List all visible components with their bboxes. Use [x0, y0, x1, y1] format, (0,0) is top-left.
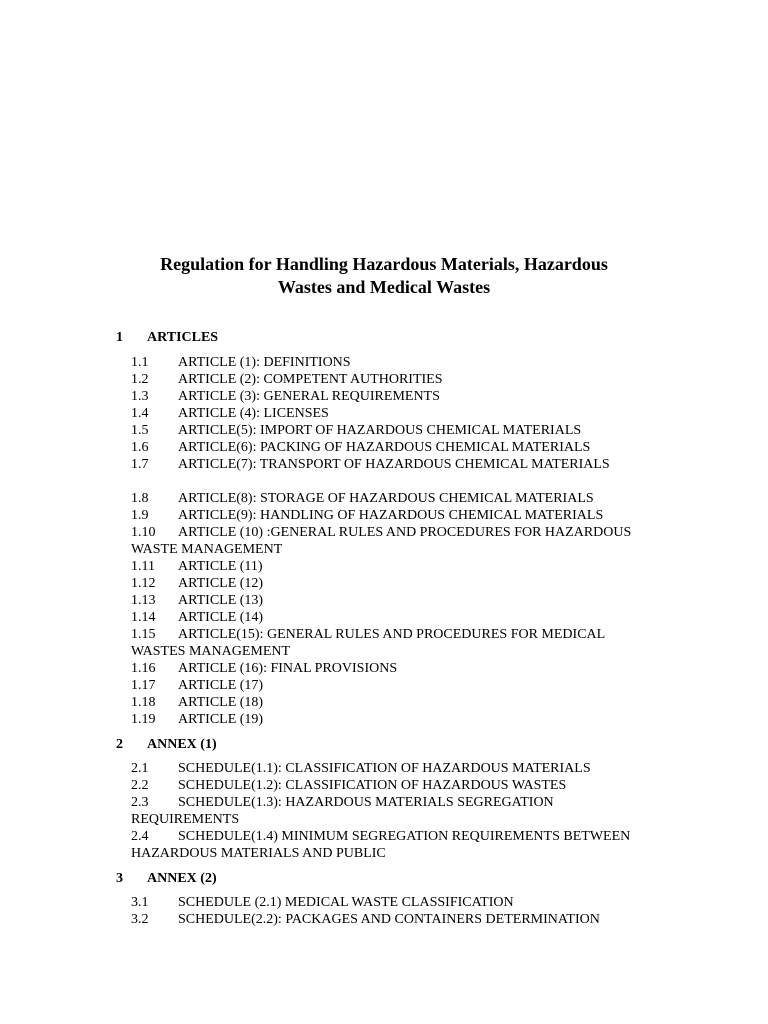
toc-entry[interactable]	[131, 794, 661, 828]
toc-entry-number: 1.18	[131, 695, 156, 710]
toc-entry-text: ARTICLE (19)	[178, 712, 264, 727]
toc-entry-text: ARTICLE(5): IMPORT OF HAZARDOUS CHEMICAL MATERIALS	[178, 423, 582, 438]
toc-entry-number: 1.5	[131, 423, 149, 438]
toc-entry-number: 1.15	[131, 627, 156, 642]
toc-entry[interactable]	[131, 609, 661, 626]
toc-entry[interactable]	[131, 388, 661, 405]
toc-entry[interactable]	[131, 524, 661, 558]
toc-entry-text: SCHEDULE(2.2): PACKAGES AND CONTAINERS DETERMINATION	[178, 912, 600, 927]
toc-entry-number: 1.8	[131, 491, 149, 506]
toc-entry[interactable]	[131, 558, 661, 575]
toc-entry-number: 1.6	[131, 440, 149, 455]
toc-entry[interactable]	[131, 575, 661, 592]
toc-entry-number: 1.7	[131, 457, 149, 472]
toc-entry[interactable]	[131, 777, 661, 794]
toc-entry-text: ARTICLE(7): TRANSPORT OF HAZARDOUS CHEMICAL MATERIALS	[178, 457, 610, 472]
section-label: ANNEX (2)	[147, 871, 217, 886]
toc-entry-text: SCHEDULE(1.4) MINIMUM SEGREGATION REQUIREMENTS BETWEEN HAZARDOUS MATERIALS AND PUBLIC	[131, 829, 631, 861]
toc-entry-text: ARTICLE (18)	[178, 695, 264, 710]
toc-entry[interactable]	[131, 456, 661, 473]
toc-entry[interactable]	[131, 371, 661, 388]
toc-entry[interactable]	[131, 439, 661, 456]
section-number: 1	[116, 330, 123, 345]
toc-entry[interactable]	[131, 405, 661, 422]
toc-entry-number: 2.3	[131, 795, 149, 810]
toc-entry-text: SCHEDULE(1.2): CLASSIFICATION OF HAZARDOUS WASTES	[178, 778, 567, 793]
toc-entry-text: ARTICLE (4): LICENSES	[178, 406, 329, 421]
toc-entry-number: 1.17	[131, 678, 156, 693]
toc-entry-text: ARTICLE (12)	[178, 576, 264, 591]
toc-entry-number: 1.1	[131, 355, 149, 370]
toc-entry[interactable]	[131, 660, 661, 677]
toc-entry[interactable]	[131, 911, 661, 928]
section-label: ARTICLES	[147, 330, 219, 345]
toc-section-heading	[116, 736, 217, 753]
toc-entry-number: 1.12	[131, 576, 156, 591]
toc-entry-text: ARTICLE (3): GENERAL REQUIREMENTS	[178, 389, 440, 404]
toc-entry-text: ARTICLE (16): FINAL PROVISIONS	[178, 661, 398, 676]
toc-entry-number: 1.4	[131, 406, 149, 421]
section-number: 2	[116, 737, 123, 752]
toc-entry[interactable]	[131, 828, 661, 862]
toc-entry[interactable]	[131, 760, 661, 777]
toc-entry-text: SCHEDULE(1.1): CLASSIFICATION OF HAZARDOUS MATERIALS	[178, 761, 591, 776]
toc-entry-number: 3.1	[131, 895, 149, 910]
toc-entry-number: 3.2	[131, 912, 149, 927]
toc-entry-number: 1.13	[131, 593, 156, 608]
toc-entry[interactable]	[131, 592, 661, 609]
toc-entry-number: 1.2	[131, 372, 149, 387]
toc-entry-text: ARTICLE (2): COMPETENT AUTHORITIES	[178, 372, 443, 387]
toc-entry-text: SCHEDULE(1.3): HAZARDOUS MATERIALS SEGREGATION REQUIREMENTS	[131, 795, 554, 827]
toc-entry-text: ARTICLE(15): GENERAL RULES AND PROCEDURES FOR MEDICAL WASTES MANAGEMENT	[131, 627, 605, 659]
toc-entry-number: 2.2	[131, 778, 149, 793]
title-line-1: Regulation for Handling Hazardous Materials, Hazardous	[160, 254, 608, 274]
toc-entry[interactable]	[131, 490, 661, 507]
toc-entry-text: ARTICLE(9): HANDLING OF HAZARDOUS CHEMICAL MATERIALS	[178, 508, 604, 523]
toc-section-heading	[116, 329, 218, 346]
document-title	[0, 253, 768, 299]
section-label: ANNEX (1)	[147, 737, 217, 752]
toc-entry-text: ARTICLE (17)	[178, 678, 264, 693]
toc-entry[interactable]	[131, 354, 661, 371]
title-line-2: Wastes and Medical Wastes	[277, 277, 491, 297]
toc-entry-text: ARTICLE(6): PACKING OF HAZARDOUS CHEMICAL MATERIALS	[178, 440, 591, 455]
toc-entry[interactable]	[131, 894, 661, 911]
toc-entry-text: ARTICLE (14)	[178, 610, 264, 625]
toc-entry-number: 1.14	[131, 610, 156, 625]
toc-entry-number: 2.1	[131, 761, 149, 776]
toc-entry[interactable]	[131, 677, 661, 694]
toc-entry[interactable]	[131, 711, 661, 728]
toc-entry-text: ARTICLE (11)	[178, 559, 263, 574]
toc-entry-number: 1.9	[131, 508, 149, 523]
toc-entry-text: SCHEDULE (2.1) MEDICAL WASTE CLASSIFICATION	[178, 895, 514, 910]
toc-entry[interactable]	[131, 694, 661, 711]
toc-entry[interactable]	[131, 507, 661, 524]
toc-entry-text: ARTICLE(8): STORAGE OF HAZARDOUS CHEMICAL MATERIALS	[178, 491, 594, 506]
toc-entry-number: 1.10	[131, 525, 156, 540]
toc-entry-number: 1.16	[131, 661, 156, 676]
toc-entry-text: ARTICLE (13)	[178, 593, 264, 608]
toc-entry-number: 1.3	[131, 389, 149, 404]
toc-entry-text: ARTICLE (1): DEFINITIONS	[178, 355, 351, 370]
toc-entry-text: ARTICLE (10) :GENERAL RULES AND PROCEDURES FOR HAZARDOUS WASTE MANAGEMENT	[131, 525, 632, 557]
toc-entry-number: 2.4	[131, 829, 149, 844]
section-number: 3	[116, 871, 123, 886]
toc-entry[interactable]	[131, 626, 661, 660]
toc-entry-number: 1.19	[131, 712, 156, 727]
toc-entry[interactable]	[131, 422, 661, 439]
toc-entry-number: 1.11	[131, 559, 155, 574]
toc-section-heading	[116, 870, 217, 887]
